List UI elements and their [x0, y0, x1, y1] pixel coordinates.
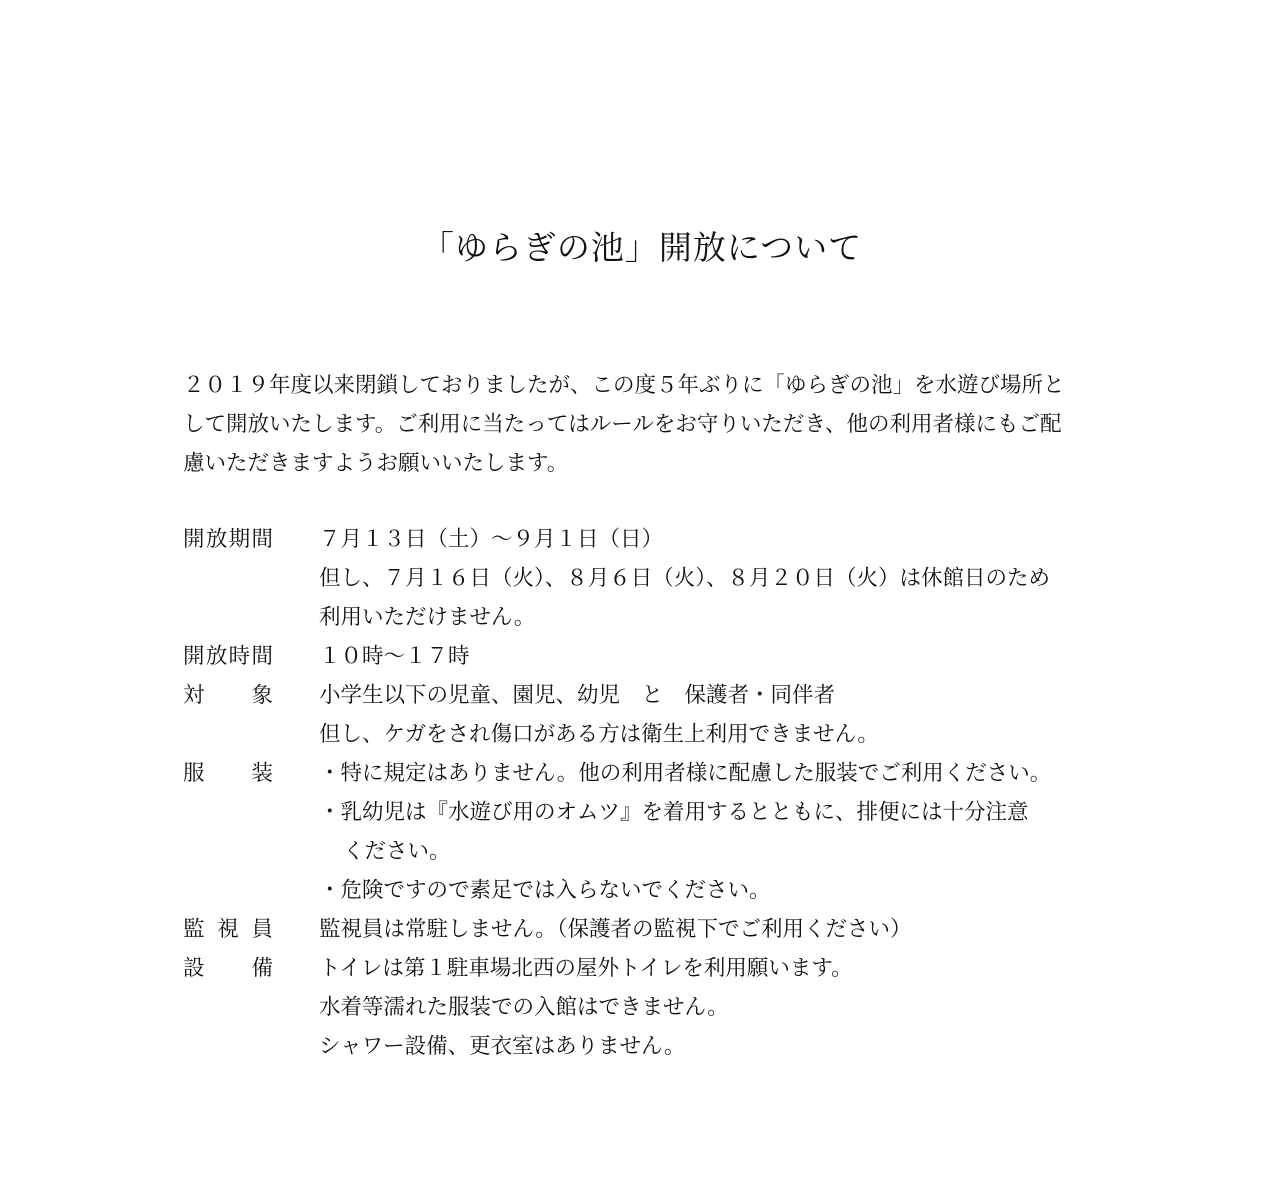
detail-content — [319, 676, 1113, 754]
detail-line: 但し、ケガをされ傷口がある方は衛生上利用できません。 — [319, 722, 879, 747]
detail-content — [319, 520, 1113, 637]
detail-label: 対象 — [183, 683, 273, 708]
detail-label: 設備 — [183, 956, 273, 981]
detail-line: シャワー設備、更衣室はありません。 — [319, 1034, 686, 1059]
detail-line: ・乳幼児は『水遊び用のオムツ』を着用するとともに、排便には十分注意 — [319, 800, 1029, 825]
detail-row-facilities — [183, 949, 1113, 1066]
detail-line: 但し、７月１６日（火）、８月６日（火）、８月２０日（火）は休館日のため — [319, 566, 1051, 591]
detail-label: 開放期間 — [183, 527, 273, 552]
detail-label: 開放時間 — [183, 644, 273, 669]
intro-paragraph — [183, 366, 1113, 483]
detail-line: １０時～１７時 — [319, 644, 470, 669]
detail-content — [319, 637, 1113, 676]
detail-row-opening-period — [183, 520, 1113, 637]
detail-line: ください。 — [343, 839, 451, 864]
detail-row-clothing — [183, 754, 1113, 910]
detail-row-target — [183, 676, 1113, 754]
detail-line: 小学生以下の児童、園児、幼児 と 保護者・同伴者 — [319, 683, 836, 708]
detail-line: ・特に規定はありません。他の利用者様に配慮した服装でご利用ください。 — [319, 761, 1052, 786]
detail-line: 監視員は常駐しません。（保護者の監視下でご利用ください） — [319, 917, 912, 942]
details-list — [183, 520, 1113, 1066]
detail-content — [319, 910, 1113, 949]
detail-content — [319, 949, 1113, 1066]
detail-label: 監視員 — [183, 917, 273, 942]
detail-line: ・危険ですので素足では入らないでください。 — [319, 878, 771, 903]
detail-row-lifeguard — [183, 910, 1113, 949]
intro-line: 慮いただきますようお願いいたします。 — [183, 451, 569, 476]
detail-label: 服装 — [183, 761, 273, 786]
detail-line: 水着等濡れた服装での入館はできません。 — [319, 995, 729, 1020]
detail-row-opening-hours — [183, 637, 1113, 676]
detail-line: トイレは第１駐車場北西の屋外トイレを利用願います。 — [319, 956, 853, 981]
document-title: 「ゆらぎの池」開放について — [420, 228, 863, 267]
intro-line: ２０１９年度以来閉鎖しておりましたが、この度５年ぶりに「ゆらぎの池」を水遊び場所と — [183, 373, 1065, 398]
intro-line: して開放いたします。ご利用に当たってはルールをお守りいただき、他の利用者様にもご配 — [183, 412, 1062, 437]
detail-content — [319, 754, 1113, 910]
detail-line: ７月１３日（土）～９月１日（日） — [319, 527, 664, 552]
detail-line: 利用いただけません。 — [319, 605, 536, 630]
